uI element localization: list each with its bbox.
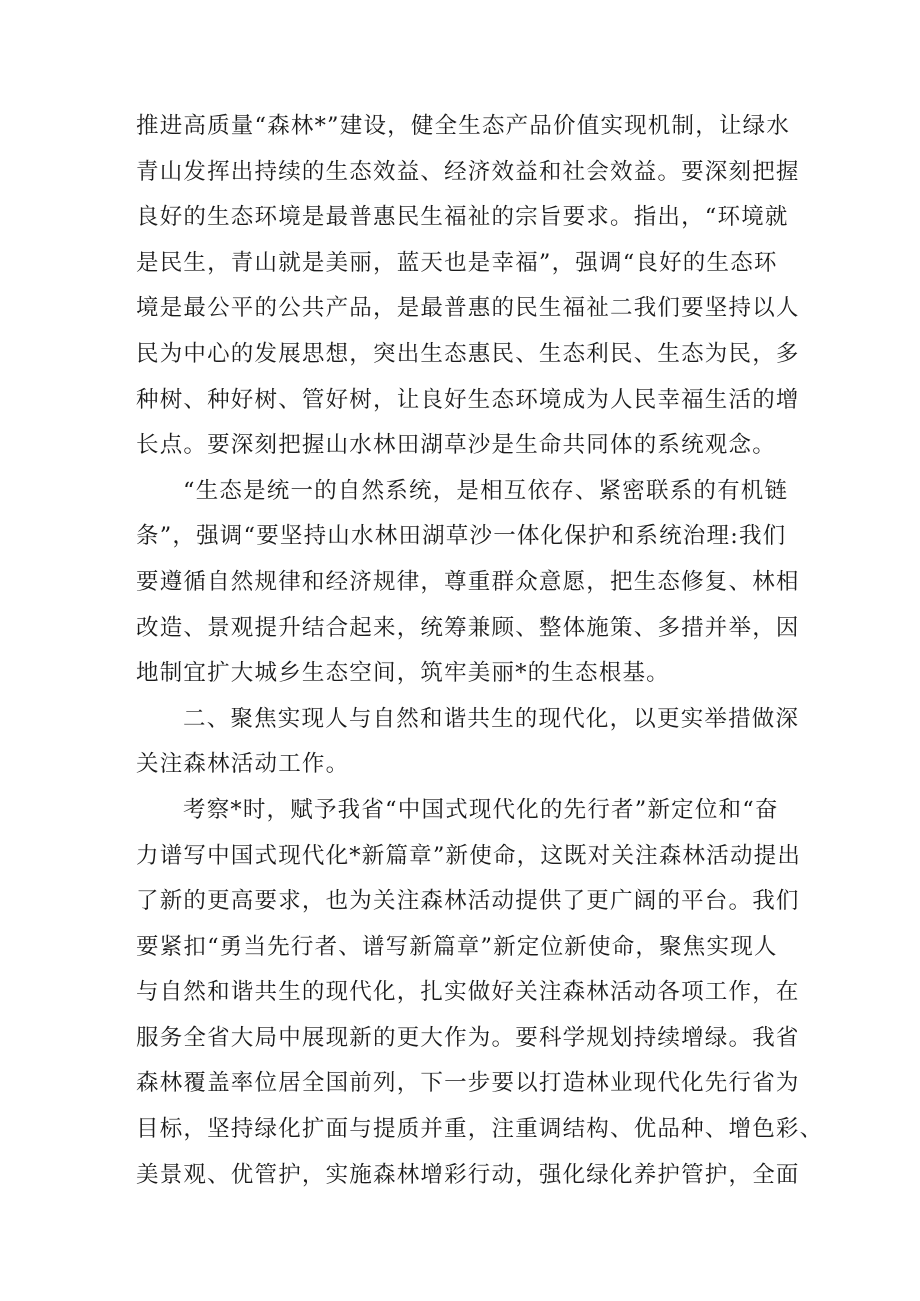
text-line: 民为中心的发展思想，突出生态惠民、生态利民、生态为民，多 (136, 340, 800, 367)
text-line: 与自然和谐共生的现代化，扎实做好关注森林活动各项工作，在 (136, 979, 800, 1006)
text-line: 了新的更高要求，也为关注森林活动提供了更广阔的平台。我们 (136, 888, 800, 915)
document-body (136, 104, 824, 1198)
text-line: 目标，坚持绿化扩面与提质并重，注重调结构、优品种、增色彩、 (136, 1116, 824, 1143)
paragraph-4 (136, 788, 824, 1198)
text-line: 境是最公平的公共产品，是最普惠的民生福祉二我们要坚持以人 (136, 295, 800, 322)
text-line: 服务全省大局中展现新的更大作为。要科学规划持续增绿。我省 (136, 1024, 800, 1051)
text-line: 推进高质量“森林*”建设，健全生态产品价值实现机制，让绿水 (136, 113, 791, 139)
paragraph-1 (136, 104, 800, 469)
text-line: 考察*时，赋予我省“中国式现代化的先行者”新定位和“奋 (183, 796, 779, 823)
text-line: 长点。要深刻把握山水林田湖草沙是生命共同体的系统观念。 (136, 432, 776, 459)
text-line: 关注森林活动工作。 (136, 751, 350, 778)
text-line: 条”，强调“要坚持山水林田湖草沙一体化保护和系统治理:我们 (136, 523, 787, 550)
text-line: 种树、种好树、管好树，让良好生态环境成为人民幸福生活的增 (136, 386, 800, 413)
text-line: “生态是统一的自然系统，是相互依存、紧密联系的有机链 (183, 477, 789, 504)
text-line: 改造、景观提升结合起来，统筹兼顾、整体施策、多措并举，因 (136, 614, 800, 641)
text-line: 青山发挥出持续的生态效益、经济效益和社会效益。要深刻把握 (136, 158, 800, 185)
text-line: 二、聚焦实现人与自然和谐共生的现代化，以更实举措做深 (183, 705, 800, 732)
text-line: 良好的生态环境是最普惠民生福祉的宗旨要求。指出，“环境就 (136, 204, 789, 231)
section-heading (136, 697, 800, 788)
text-line: 力谱写中国式现代化*新篇章”新使命，这既对关注森林活动提出 (136, 842, 802, 869)
text-line: 地制宜扩大城乡生态空间，筑牢美丽*的生态根基。 (136, 660, 670, 687)
paragraph-2 (136, 469, 800, 697)
text-line: 美景观、优管护，实施森林增彩行动，强化绿化养护管护，全面 (136, 1161, 800, 1188)
text-line: 森林覆盖率位居全国前列，下一步要以打造林业现代化先行省为 (136, 1070, 800, 1097)
text-line: 是民生，青山就是美丽，蓝天也是幸福”，强调“良好的生态环 (136, 249, 778, 276)
text-line: 要遵循自然规律和经济规律，尊重群众意愿，把生态修复、林相 (136, 568, 800, 595)
text-line: 要紧扣“勇当先行者、谱写新篇章”新定位新使命，聚焦实现人 (136, 933, 778, 960)
